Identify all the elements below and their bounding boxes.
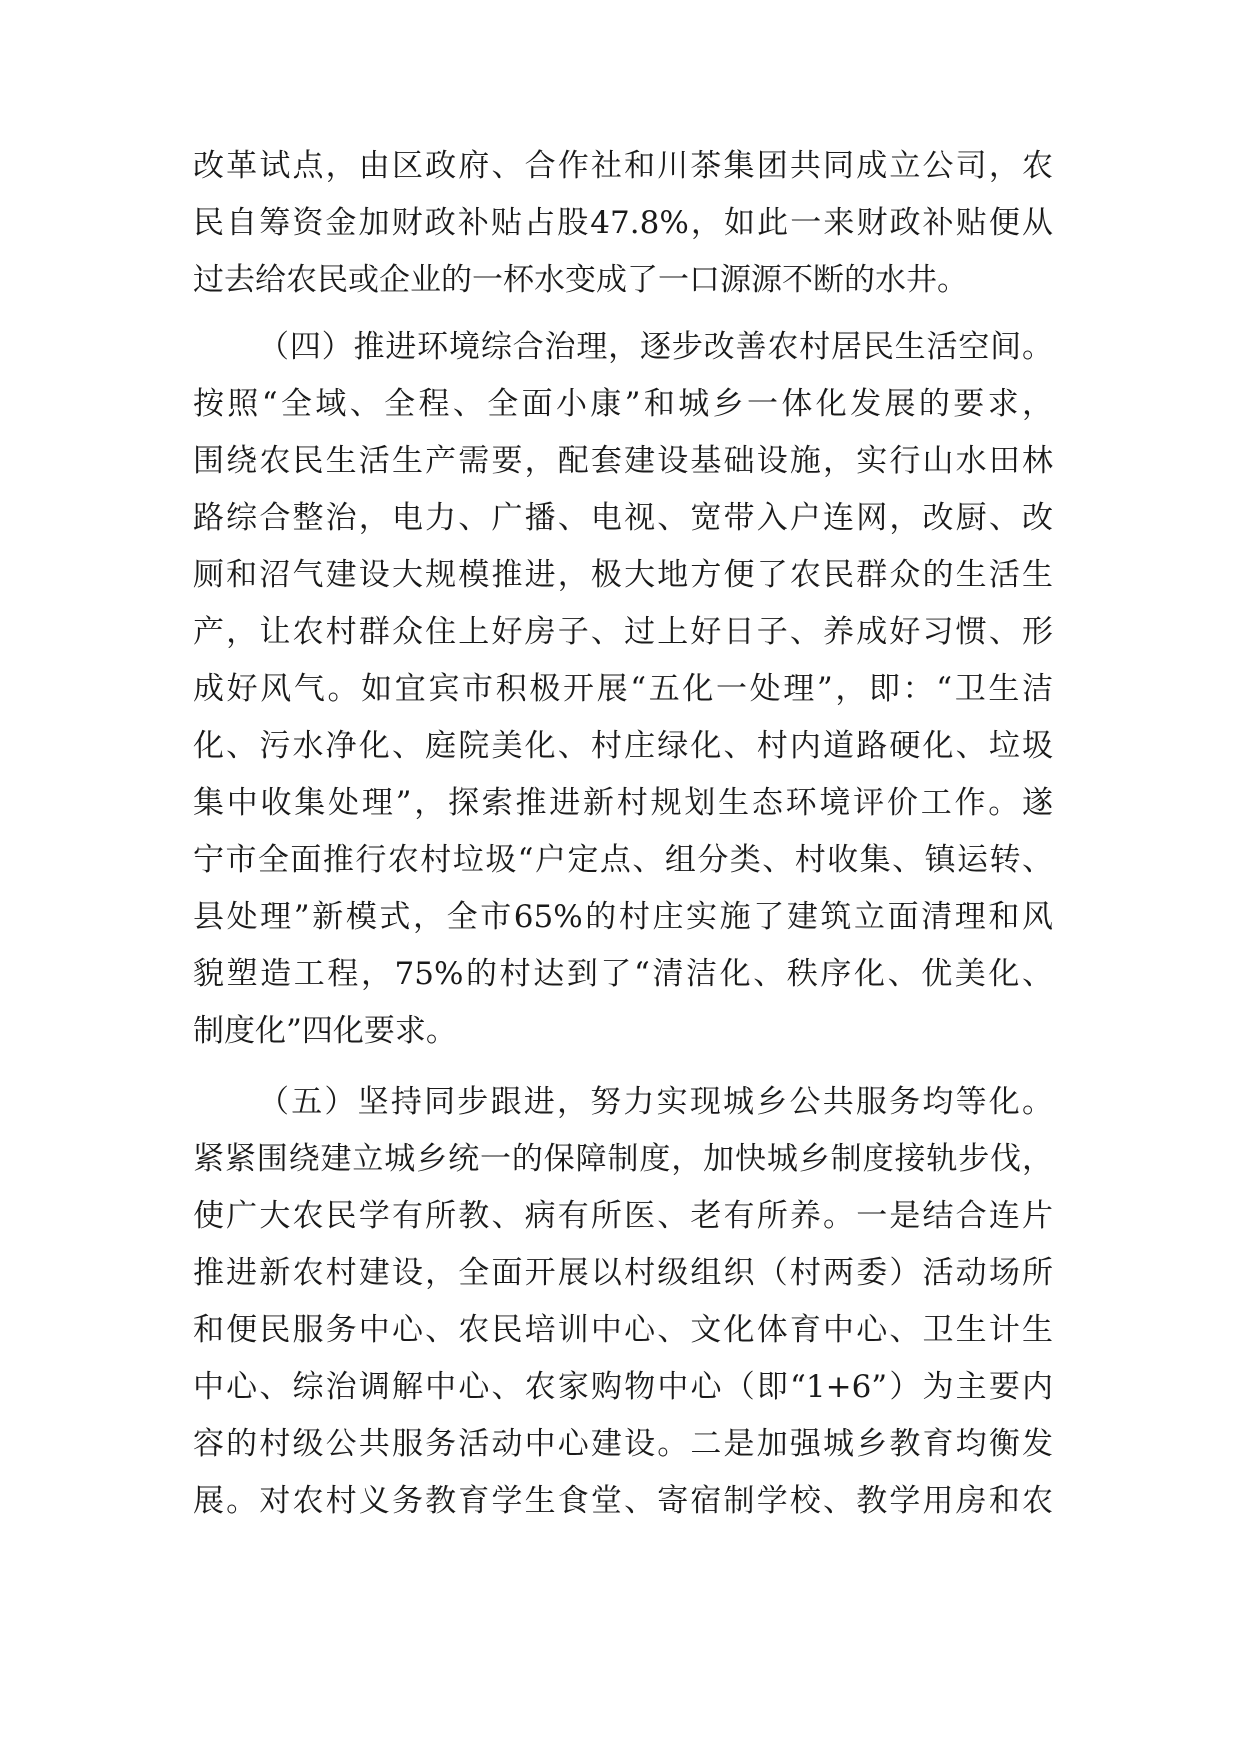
body-text-line: 改革试点，由区政府、合作社和川茶集团共同成立公司，农 [193,148,1053,184]
body-text-line: 成好风气。如宜宾市积极开展“五化一处理”，即：“卫生洁 [193,671,1053,707]
section-heading-four: （四）推进环境综合治理，逐步改善农村居民生活空间。 [258,329,1053,365]
body-text-line: 貌塑造工程，75%的村达到了“清洁化、秩序化、优美化、 [193,956,1053,992]
body-text-line: 紧紧围绕建立城乡统一的保障制度，加快城乡制度接轨步伐， [193,1141,1053,1177]
body-text-line: 容的村级公共服务活动中心建设。二是加强城乡教育均衡发 [193,1426,1053,1462]
body-text-line: 民自筹资金加财政补贴占股47.8%，如此一来财政补贴便从 [193,205,1053,241]
body-text-line: 中心、综治调解中心、农家购物中心（即“1+6”）为主要内 [193,1369,1053,1405]
body-text-line: 和便民服务中心、农民培训中心、文化体育中心、卫生计生 [193,1312,1053,1348]
body-text-line: 制度化”四化要求。 [193,1013,457,1049]
section-heading-five: （五）坚持同步跟进，努力实现城乡公共服务均等化。 [258,1084,1053,1120]
body-text-line: 使广大农民学有所教、病有所医、老有所养。一是结合连片 [193,1198,1053,1234]
body-text-line: 集中收集处理”，探索推进新村规划生态环境评价工作。遂 [193,785,1053,821]
body-text-line: 按照“全域、全程、全面小康”和城乡一体化发展的要求， [193,386,1053,422]
body-text-line: 过去给农民或企业的一杯水变成了一口源源不断的水井。 [193,262,968,298]
body-text-line: 县处理”新模式，全市65%的村庄实施了建筑立面清理和风 [193,899,1053,935]
body-text-line: 展。对农村义务教育学生食堂、寄宿制学校、教学用房和农 [193,1483,1053,1519]
body-text-line: 围绕农民生活生产需要，配套建设基础设施，实行山水田林 [193,443,1053,479]
body-text-line: 路综合整治，电力、广播、电视、宽带入户连网，改厨、改 [193,500,1053,536]
body-text-line: 推进新农村建设，全面开展以村级组织（村两委）活动场所 [193,1255,1053,1291]
body-text-line: 宁市全面推行农村垃圾“户定点、组分类、村收集、镇运转、 [193,842,1053,878]
body-text-line: 厕和沼气建设大规模推进，极大地方便了农民群众的生活生 [193,557,1053,593]
body-text-line: 产，让农村群众住上好房子、过上好日子、养成好习惯、形 [193,614,1053,650]
body-text-line: 化、污水净化、庭院美化、村庄绿化、村内道路硬化、垃圾 [193,728,1053,764]
